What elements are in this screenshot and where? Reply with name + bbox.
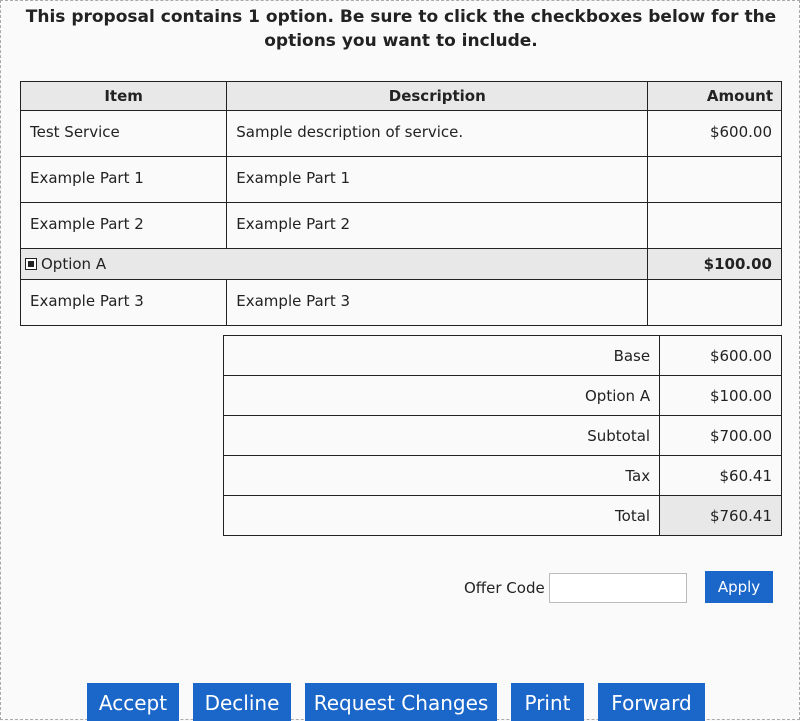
table-row [21, 157, 782, 203]
apply-button[interactable]: Apply [705, 571, 773, 603]
option-cell [21, 249, 648, 280]
cell-item: Test Service [21, 111, 227, 157]
totals-value-tax: $60.41 [660, 456, 782, 496]
forward-button[interactable]: Forward [598, 683, 705, 721]
cell-description: Example Part 2 [227, 203, 648, 249]
header-description: Description [227, 82, 648, 111]
option-a-checkbox[interactable] [25, 258, 37, 270]
totals-row [224, 456, 782, 496]
option-toggle[interactable] [25, 255, 638, 273]
offer-code-input[interactable] [549, 573, 687, 603]
cell-item: Example Part 2 [21, 203, 227, 249]
print-button[interactable]: Print [511, 683, 584, 721]
header-item: Item [21, 82, 227, 111]
items-header-row [21, 82, 782, 111]
offer-code-group [464, 573, 687, 603]
totals-row [224, 416, 782, 456]
accept-button[interactable]: Accept [87, 683, 179, 721]
header-amount: Amount [648, 82, 782, 111]
totals-value-option: $100.00 [660, 376, 782, 416]
cell-item: Example Part 1 [21, 157, 227, 203]
cell-description: Example Part 3 [227, 280, 648, 326]
cell-amount [648, 157, 782, 203]
table-row [21, 203, 782, 249]
totals-label-base: Base [224, 336, 660, 376]
cell-description: Sample description of service. [227, 111, 648, 157]
option-amount: $100.00 [648, 249, 782, 280]
cell-amount [648, 280, 782, 326]
totals-value-subtotal: $700.00 [660, 416, 782, 456]
totals-label-option: Option A [224, 376, 660, 416]
request-changes-button[interactable]: Request Changes [305, 683, 497, 721]
checkbox-checked-icon [28, 261, 34, 267]
option-label: Option A [41, 255, 107, 273]
option-row [21, 249, 782, 280]
totals-value-total: $760.41 [660, 496, 782, 536]
table-row [21, 111, 782, 157]
totals-row [224, 376, 782, 416]
totals-label-total: Total [224, 496, 660, 536]
totals-table [223, 335, 782, 536]
totals-row [224, 496, 782, 536]
totals-label-subtotal: Subtotal [224, 416, 660, 456]
cell-item: Example Part 3 [21, 280, 227, 326]
cell-description: Example Part 1 [227, 157, 648, 203]
decline-button[interactable]: Decline [193, 683, 291, 721]
items-table [20, 81, 782, 326]
cell-amount: $600.00 [648, 111, 782, 157]
totals-value-base: $600.00 [660, 336, 782, 376]
offer-code-label: Offer Code [464, 579, 545, 597]
totals-row [224, 336, 782, 376]
totals-label-tax: Tax [224, 456, 660, 496]
proposal-heading: This proposal contains 1 option. Be sure to click the checkboxes below for the options you want to include. [25, 7, 777, 51]
table-row [21, 280, 782, 326]
cell-amount [648, 203, 782, 249]
